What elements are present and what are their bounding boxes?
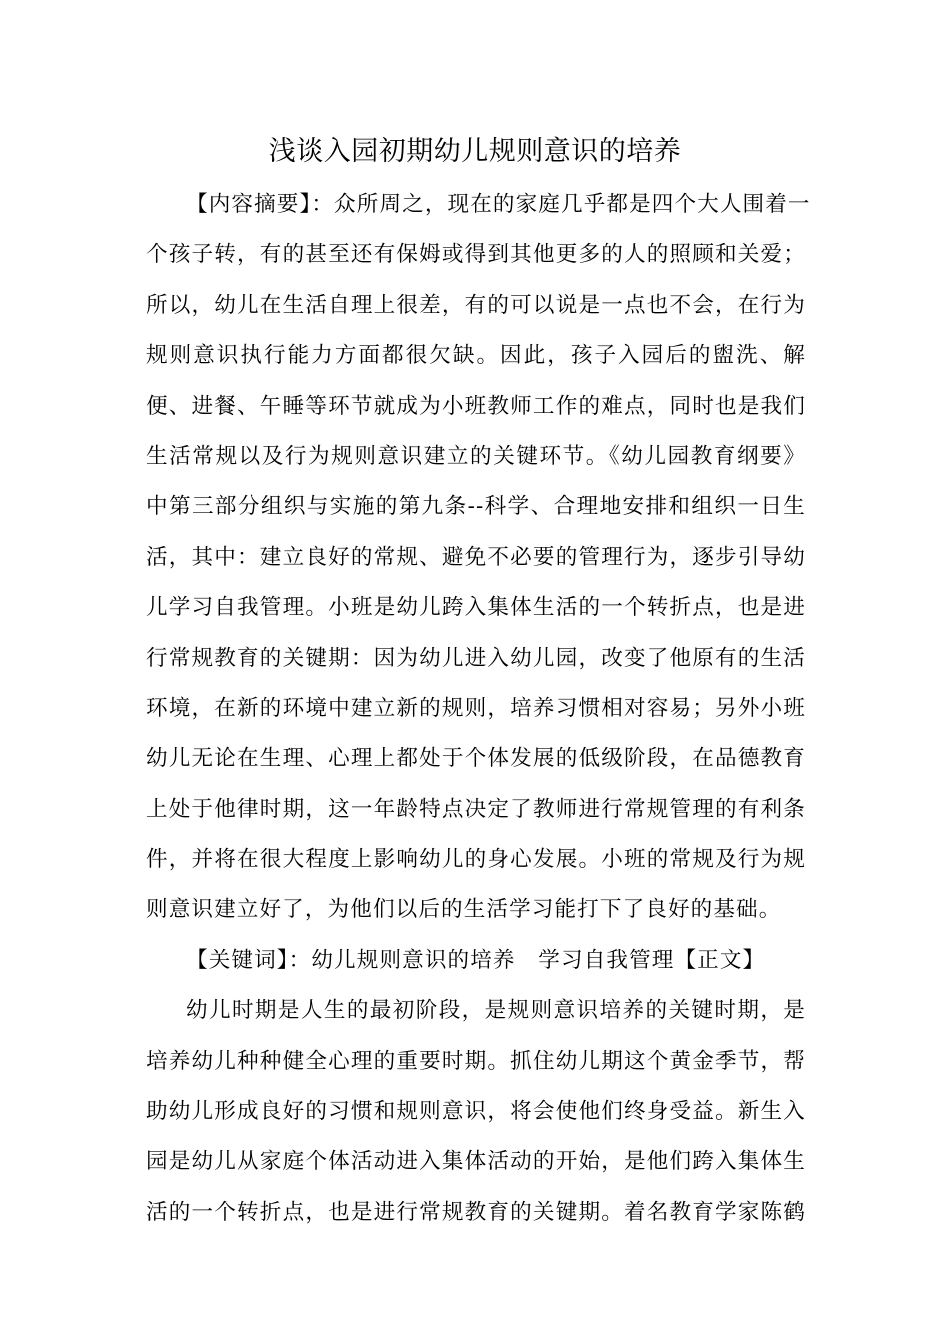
abstract-line: 生活常规以及行为规则意识建立的关键环节。《幼儿园教育纲要》: [146, 443, 806, 469]
body-line: 园是幼儿从家庭个体活动进入集体活动的开始，是他们跨入集体生: [146, 1149, 806, 1175]
document-body: [146, 180, 811, 1238]
keywords-line: 【关键词】：幼儿规则意识的培养 学习自我管理【正文】: [186, 947, 766, 973]
body-line: 活的一个转折点，也是进行常规教育的关键期。着名教育学家陈鹤: [146, 1199, 806, 1225]
body-line: 助幼儿形成良好的习惯和规则意识，将会使他们终身受益。新生入: [146, 1099, 806, 1125]
abstract-line: 个孩子转，有的甚至还有保姆或得到其他更多的人的照顾和关爱；: [146, 242, 806, 268]
abstract-line: 行常规教育的关键期：因为幼儿进入幼儿园，改变了他原有的生活: [146, 645, 806, 671]
abstract-line: 则意识建立好了，为他们以后的生活学习能打下了良好的基础。: [146, 897, 782, 923]
abstract-line: 幼儿无论在生理、心理上都处于个体发展的低级阶段，在品德教育: [146, 746, 806, 772]
abstract-line: 所以，幼儿在生活自理上很差，有的可以说是一点也不会，在行为: [146, 292, 806, 318]
abstract-line: 件，并将在很大程度上影响幼儿的身心发展。小班的常规及行为规: [146, 847, 806, 873]
abstract-line: 便、进餐、午睡等环节就成为小班教师工作的难点，同时也是我们: [146, 393, 806, 419]
abstract-line: 儿学习自我管理。小班是幼儿跨入集体生活的一个转折点，也是进: [146, 595, 806, 621]
abstract-line: 规则意识执行能力方面都很欠缺。因此，孩子入园后的盥洗、解: [146, 343, 806, 369]
document-title: 浅谈入园初期幼儿规则意识的培养: [268, 136, 682, 167]
body-line: 幼儿时期是人生的最初阶段，是规则意识培养的关键时期，是: [186, 998, 806, 1024]
body-line: 培养幼儿种种健全心理的重要时期。抓住幼儿期这个黄金季节，帮: [146, 1048, 806, 1074]
abstract-line: 环境，在新的环境中建立新的规则，培养习惯相对容易；另外小班: [146, 695, 806, 721]
abstract-line: 活，其中：建立良好的常规、避免不必要的管理行为，逐步引导幼: [146, 544, 806, 570]
abstract-line: 上处于他律时期，这一年龄特点决定了教师进行常规管理的有利条: [146, 796, 806, 822]
abstract-line: 中第三部分组织与实施的第九条--科学、合理地安排和组织一日生: [146, 494, 806, 520]
abstract-line: 【内容摘要】：众所周之，现在的家庭几乎都是四个大人围着一: [186, 192, 811, 217]
